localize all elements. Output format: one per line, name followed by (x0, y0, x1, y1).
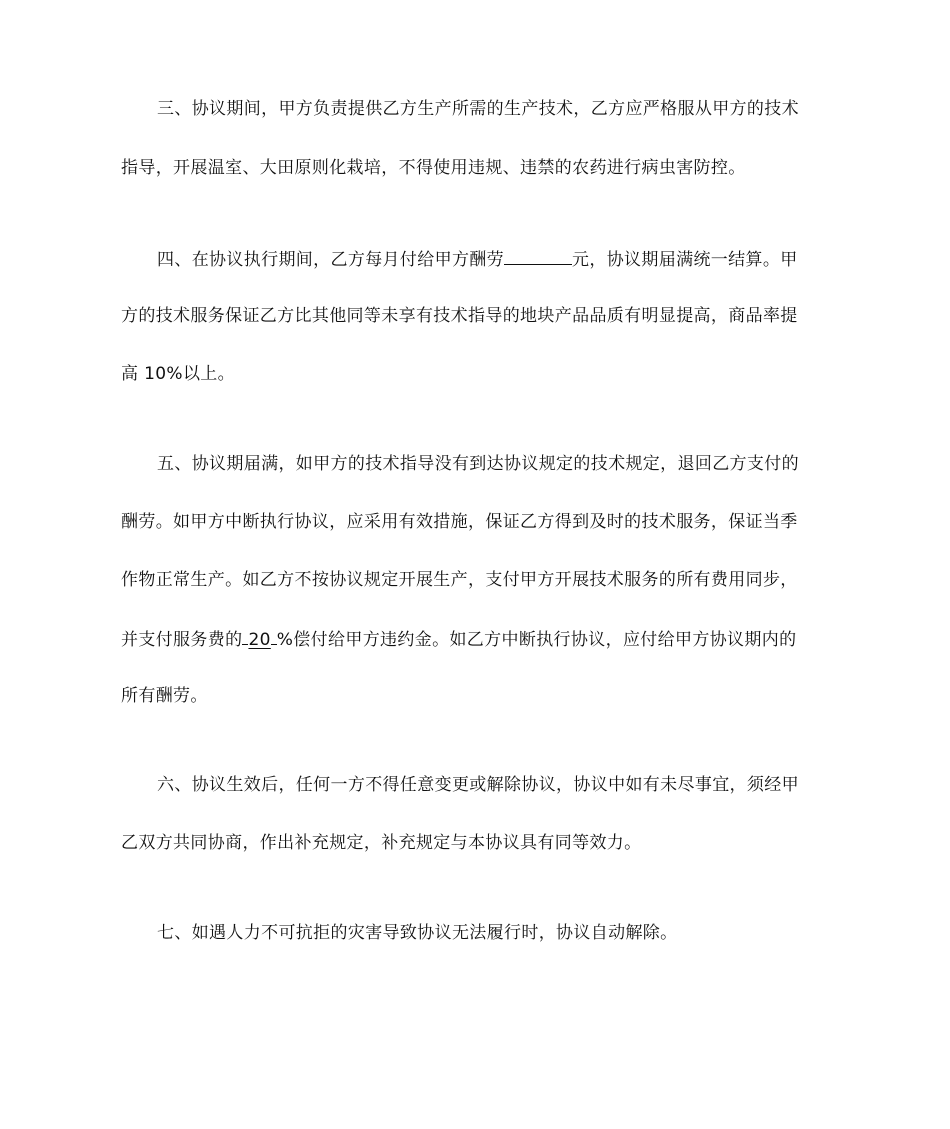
paragraph-3-line-2: 指导，开展温室、大田原则化栽培，不得使用违规、违禁的农药进行病虫害防控。 (121, 158, 746, 178)
paragraph-4-line-3: 高 10%以上。 (121, 364, 235, 384)
paragraph-5-text-before-rate: 并支付服务费的 (121, 630, 243, 650)
paragraph-3-line-1: 三、协议期间，甲方负责提供乙方生产所需的生产技术，乙方应严格服从甲方的技术 (157, 99, 799, 119)
paragraph-4-line-2: 方的技术服务保证乙方比其他同等未享有技术指导的地块产品品质有明显提高，商品率提 (121, 306, 798, 326)
penalty-rate-value: 20 (248, 630, 271, 650)
paragraph-4-line-1 (157, 246, 831, 272)
paragraph-4-text-after-blank: 元，协议期届满统一结算。甲 (572, 250, 798, 270)
paragraph-7-line-1: 七、如遇人力不可抗拒的灾害导致协议无法履行时，协议自动解除。 (157, 923, 678, 943)
paragraph-5-line-1: 五、协议期届满，如甲方的技术指导没有到达协议规定的技术规定，退回乙方支付的 (157, 454, 799, 474)
paragraph-5-text-after-rate: %偿付给甲方违约金。如乙方中断执行协议，应付给甲方协议期内的 (276, 630, 797, 650)
paragraph-5-line-4 (121, 626, 831, 652)
paragraph-6-line-2: 乙双方共同协商，作出补充规定，补充规定与本协议具有同等效力。 (121, 833, 642, 853)
paragraph-5-line-5: 所有酬劳。 (121, 686, 208, 706)
paragraph-5-line-3: 作物正常生产。如乙方不按协议规定开展生产，支付甲方开展技术服务的所有费用同步， (121, 570, 798, 590)
payment-amount-blank (504, 246, 572, 265)
paragraph-5-line-2: 酬劳。如甲方中断执行协议，应采用有效措施，保证乙方得到及时的技术服务，保证当季 (121, 512, 798, 532)
paragraph-6-line-1: 六、协议生效后，任何一方不得任意变更或解除协议，协议中如有未尽事宜，须经甲 (157, 775, 799, 795)
paragraph-4-text-before-blank: 四、在协议执行期间，乙方每月付给甲方酬劳 (157, 250, 504, 270)
